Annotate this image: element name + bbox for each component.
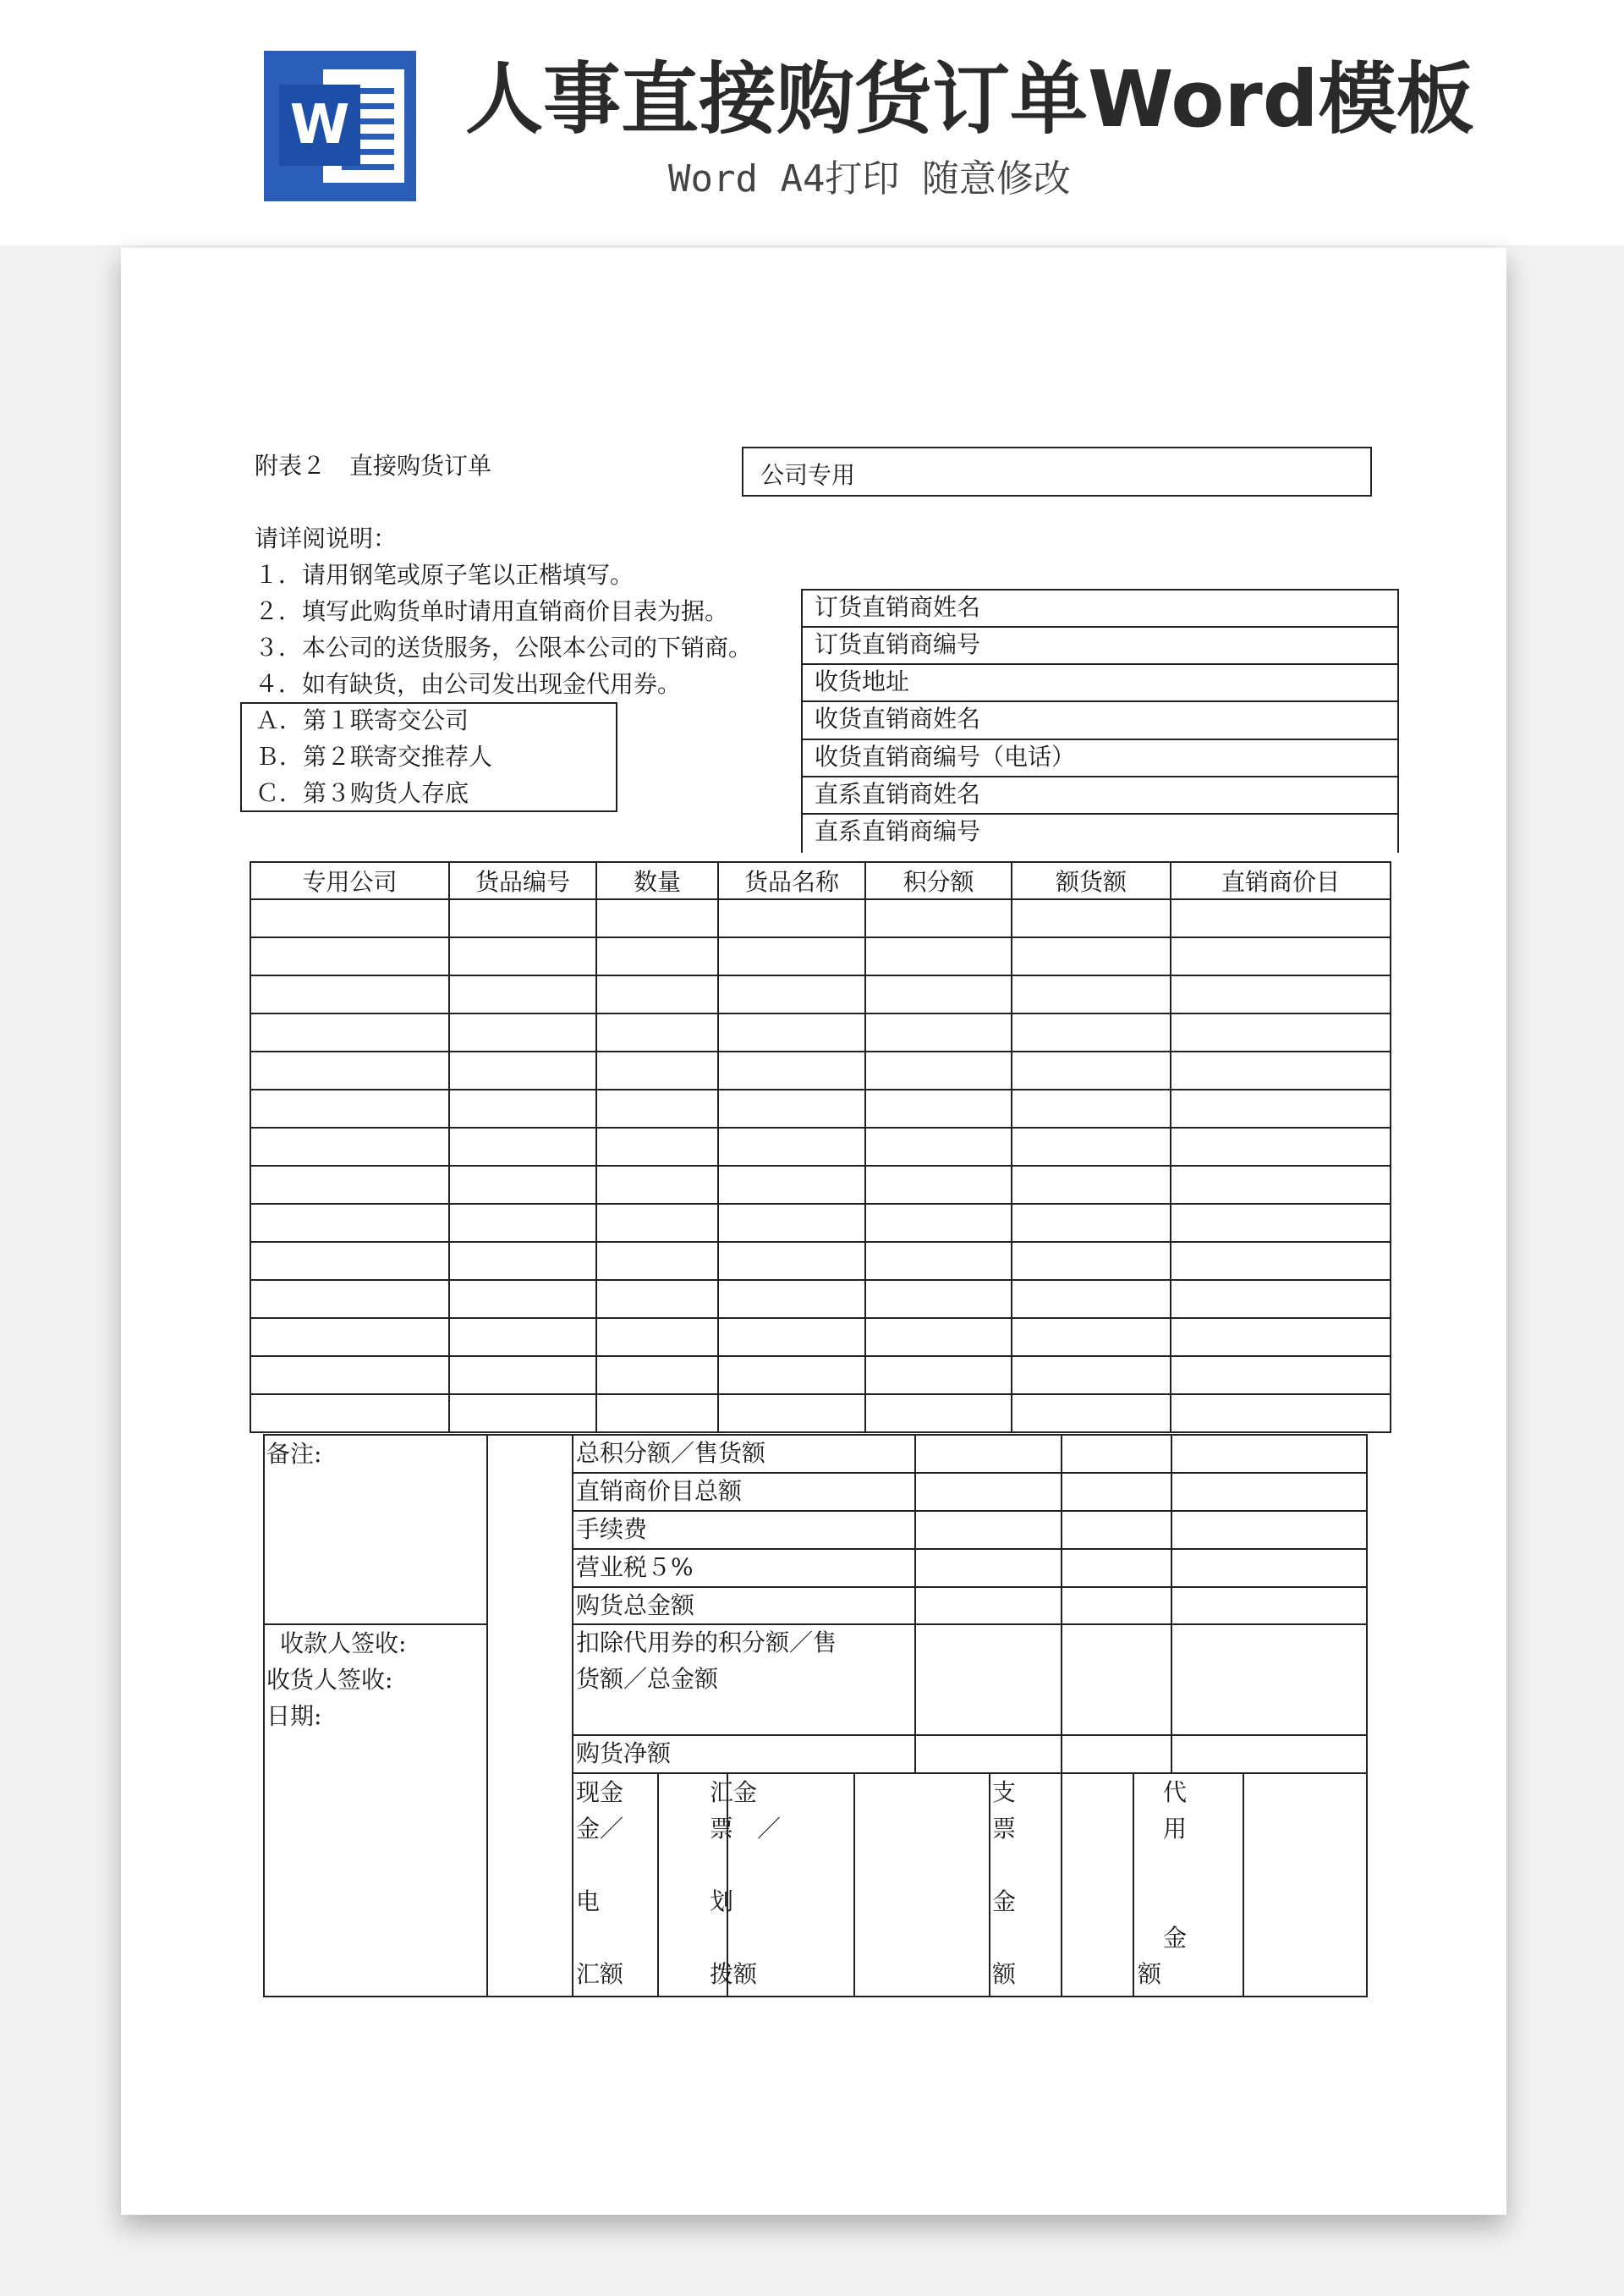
summary-block	[263, 1434, 1368, 1997]
column-header: 额货额	[1012, 862, 1171, 899]
instruction-line: ４．如有缺货，由公司发出现金代用券。	[255, 670, 682, 698]
word-doc-icon	[264, 51, 416, 201]
table-cell[interactable]	[865, 1013, 1012, 1052]
table-cell[interactable]	[449, 975, 596, 1013]
table-cell[interactable]	[865, 1128, 1012, 1166]
table-cell[interactable]	[1171, 1128, 1391, 1166]
column-header: 直销商价目	[1171, 862, 1391, 899]
payment-cheque-label: 票	[992, 1815, 1017, 1843]
payment-draft-label: 汇金	[710, 1778, 758, 1806]
table-row	[250, 899, 1391, 937]
table-cell[interactable]	[596, 937, 718, 975]
table-cell[interactable]	[1171, 1242, 1391, 1280]
table-cell[interactable]	[596, 1128, 718, 1166]
column-header: 数量	[596, 862, 718, 899]
payment-voucher-label: 代	[1163, 1778, 1188, 1806]
receiver-sign-label: 收货人签收:	[266, 1666, 393, 1694]
table-cell[interactable]	[865, 1280, 1012, 1318]
payment-cash-label: 现金	[576, 1778, 624, 1806]
table-cell[interactable]	[596, 1242, 718, 1280]
table-cell[interactable]	[1012, 937, 1171, 975]
table-cell[interactable]	[1171, 1013, 1391, 1052]
payment-voucher-label: 额	[1138, 1960, 1162, 1988]
payment-draft-label: 票 ／	[710, 1815, 782, 1843]
table-cell[interactable]	[250, 1204, 449, 1242]
table-cell[interactable]	[449, 1356, 596, 1394]
table-cell[interactable]	[250, 1356, 449, 1394]
table-cell[interactable]	[1012, 1318, 1171, 1356]
table-cell[interactable]	[596, 1204, 718, 1242]
info-field-label: 收货直销商编号（电话）	[815, 743, 1076, 771]
table-cell[interactable]	[1012, 1204, 1171, 1242]
table-cell[interactable]	[865, 1318, 1012, 1356]
table-cell[interactable]	[718, 1128, 865, 1166]
table-cell[interactable]	[1012, 1356, 1171, 1394]
summary-row-label: 总积分额／售货额	[576, 1439, 766, 1467]
payment-draft-label: 划	[710, 1887, 734, 1915]
item-table	[250, 861, 1391, 1433]
table-cell[interactable]	[718, 1356, 865, 1394]
table-cell[interactable]	[1171, 1052, 1391, 1090]
payee-sign-label: 收款人签收:	[280, 1629, 407, 1657]
table-cell[interactable]	[1171, 1280, 1391, 1318]
table-cell[interactable]	[250, 937, 449, 975]
table-cell[interactable]	[865, 1166, 1012, 1204]
table-cell[interactable]	[865, 1090, 1012, 1128]
info-field-label: 订货直销商编号	[815, 630, 981, 658]
table-cell[interactable]	[449, 1242, 596, 1280]
copy-line: Ａ．第１联寄交公司	[255, 706, 469, 734]
table-cell[interactable]	[718, 1394, 865, 1432]
table-cell[interactable]	[1171, 1166, 1391, 1204]
table-cell[interactable]	[865, 1204, 1012, 1242]
instruction-line: １．请用钢笔或原子笔以正楷填写。	[255, 561, 634, 589]
table-cell[interactable]	[718, 1280, 865, 1318]
document-page	[121, 248, 1506, 2215]
table-cell[interactable]	[1171, 1356, 1391, 1394]
info-field-label: 收货地址	[815, 667, 910, 695]
table-cell[interactable]	[718, 1013, 865, 1052]
table-cell[interactable]	[596, 1280, 718, 1318]
table-row	[250, 1128, 1391, 1166]
table-cell[interactable]	[1012, 1166, 1171, 1204]
column-header: 专用公司	[250, 862, 449, 899]
table-row	[250, 1204, 1391, 1242]
payment-cheque-label: 金	[992, 1887, 1017, 1915]
table-cell[interactable]	[449, 1318, 596, 1356]
table-row	[250, 1166, 1391, 1204]
form-header-label: 附表２ 直接购货订单	[255, 452, 492, 480]
table-cell[interactable]	[1171, 1318, 1391, 1356]
table-cell[interactable]	[1012, 1128, 1171, 1166]
payment-voucher-label: 金	[1163, 1924, 1188, 1952]
table-row	[250, 1394, 1391, 1432]
table-cell[interactable]	[449, 1166, 596, 1204]
info-field-label: 直系直销商编号	[815, 817, 981, 845]
instruction-line: ３．本公司的送货服务，公限本公司的下销商。	[255, 634, 753, 662]
column-header: 积分额	[865, 862, 1012, 899]
table-cell[interactable]	[596, 1052, 718, 1090]
table-cell[interactable]	[718, 1166, 865, 1204]
table-cell[interactable]	[596, 1013, 718, 1052]
table-cell[interactable]	[250, 899, 449, 937]
table-cell[interactable]	[865, 899, 1012, 937]
table-row	[250, 1242, 1391, 1280]
table-row	[250, 1090, 1391, 1128]
table-row	[250, 1356, 1391, 1394]
table-row	[250, 937, 1391, 975]
table-cell[interactable]	[449, 1013, 596, 1052]
logo-letter: W	[279, 85, 360, 166]
table-cell[interactable]	[718, 975, 865, 1013]
payment-cheque-label: 额	[992, 1960, 1017, 1988]
table-cell[interactable]	[449, 1090, 596, 1128]
table-cell[interactable]	[718, 1052, 865, 1090]
company-use-label: 公司专用	[760, 461, 856, 489]
table-cell[interactable]	[250, 1242, 449, 1280]
table-cell[interactable]	[865, 1356, 1012, 1394]
table-cell[interactable]	[449, 1052, 596, 1090]
summary-row-label: 手续费	[576, 1515, 648, 1543]
table-cell[interactable]	[865, 1394, 1012, 1432]
table-cell[interactable]	[596, 975, 718, 1013]
table-cell[interactable]	[718, 899, 865, 937]
table-cell[interactable]	[1012, 1013, 1171, 1052]
table-cell[interactable]	[250, 1280, 449, 1318]
table-cell[interactable]	[250, 1318, 449, 1356]
summary-row-label: 扣除代用券的积分额／售	[576, 1629, 837, 1656]
table-row	[250, 1280, 1391, 1318]
table-cell[interactable]	[1171, 1394, 1391, 1432]
table-cell[interactable]	[865, 1242, 1012, 1280]
table-cell[interactable]	[1012, 899, 1171, 937]
table-cell[interactable]	[596, 899, 718, 937]
table-cell[interactable]	[1012, 1280, 1171, 1318]
table-cell[interactable]	[718, 937, 865, 975]
table-row	[250, 975, 1391, 1013]
company-use-box	[742, 447, 1372, 497]
table-cell[interactable]	[1171, 937, 1391, 975]
table-cell[interactable]	[718, 1242, 865, 1280]
table-cell[interactable]	[596, 1356, 718, 1394]
table-row	[250, 1013, 1391, 1052]
table-cell[interactable]	[596, 1394, 718, 1432]
table-cell[interactable]	[449, 1394, 596, 1432]
table-cell[interactable]	[250, 975, 449, 1013]
table-cell[interactable]	[865, 975, 1012, 1013]
table-cell[interactable]	[449, 1128, 596, 1166]
payment-draft-label: 拨额	[710, 1960, 758, 1988]
table-cell[interactable]	[1012, 1090, 1171, 1128]
page-subtitle: Word A4打印 随意修改	[668, 157, 1071, 200]
copy-line: Ｃ．第３购货人存底	[255, 779, 469, 807]
copy-line: Ｂ．第２联寄交推荐人	[255, 743, 493, 771]
table-row	[250, 1052, 1391, 1090]
column-header: 货品名称	[718, 862, 865, 899]
table-cell[interactable]	[1012, 1394, 1171, 1432]
table-cell[interactable]	[865, 1052, 1012, 1090]
table-cell[interactable]	[718, 1204, 865, 1242]
payment-cash-label: 金／	[576, 1815, 624, 1843]
table-cell[interactable]	[596, 1090, 718, 1128]
instructions-title: 请详阅说明：	[255, 525, 398, 552]
table-row	[250, 1318, 1391, 1356]
table-cell[interactable]	[1171, 899, 1391, 937]
payment-cash-label: 电	[576, 1887, 601, 1915]
table-cell[interactable]	[449, 899, 596, 937]
instruction-line: ２．填写此购货单时请用直销商价目表为据。	[255, 597, 729, 625]
info-field-label: 订货直销商姓名	[815, 593, 981, 621]
summary-row-label: 营业税５%	[576, 1553, 694, 1581]
table-cell[interactable]	[1171, 975, 1391, 1013]
info-field-label: 收货直销商姓名	[815, 705, 981, 733]
summary-row-label: 货额／总金额	[576, 1665, 719, 1693]
info-field-label: 直系直销商姓名	[815, 780, 981, 808]
table-cell[interactable]	[1012, 1052, 1171, 1090]
date-label: 日期:	[266, 1702, 322, 1730]
column-header: 货品编号	[449, 862, 596, 899]
table-cell[interactable]	[250, 1166, 449, 1204]
table-cell[interactable]	[596, 1166, 718, 1204]
table-cell[interactable]	[596, 1318, 718, 1356]
table-cell[interactable]	[865, 937, 1012, 975]
table-cell[interactable]	[718, 1318, 865, 1356]
table-cell[interactable]	[250, 1128, 449, 1166]
table-cell[interactable]	[1171, 1090, 1391, 1128]
page-title: 人事直接购货订单Word模板	[465, 54, 1474, 145]
table-cell[interactable]	[449, 937, 596, 975]
remarks-label: 备注:	[266, 1440, 322, 1468]
summary-row-label: 购货总金额	[576, 1591, 695, 1619]
payment-cash-label: 汇额	[576, 1960, 624, 1988]
table-cell[interactable]	[1012, 1242, 1171, 1280]
payment-cheque-label: 支	[992, 1778, 1017, 1806]
table-cell[interactable]	[1171, 1204, 1391, 1242]
table-cell[interactable]	[449, 1280, 596, 1318]
copies-box	[240, 702, 617, 812]
table-cell[interactable]	[250, 1052, 449, 1090]
payment-voucher-label: 用	[1163, 1815, 1188, 1843]
table-cell[interactable]	[250, 1013, 449, 1052]
table-cell[interactable]	[449, 1204, 596, 1242]
table-cell[interactable]	[250, 1394, 449, 1432]
summary-row-label: 直销商价目总额	[576, 1477, 743, 1505]
summary-row-label: 购货净额	[576, 1739, 672, 1767]
table-cell[interactable]	[1012, 975, 1171, 1013]
table-cell[interactable]	[250, 1090, 449, 1128]
table-cell[interactable]	[718, 1090, 865, 1128]
